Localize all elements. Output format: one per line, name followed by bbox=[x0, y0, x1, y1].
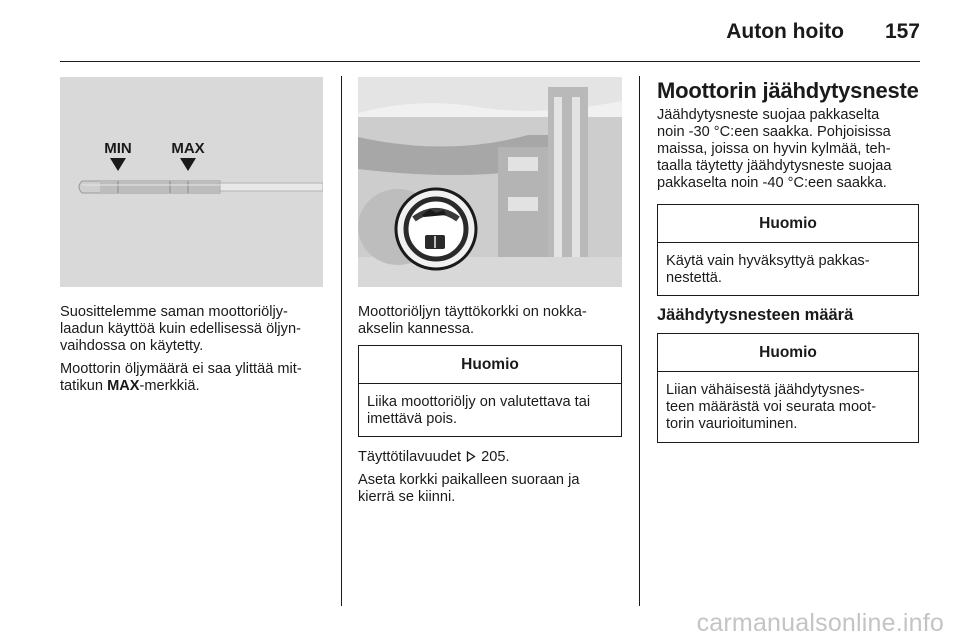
page-header bbox=[60, 0, 920, 62]
antifreeze-notice-box bbox=[657, 204, 919, 296]
coolant-level-heading: Jäähdytysnesteen määrä bbox=[657, 306, 854, 324]
min-label: MIN bbox=[104, 140, 132, 157]
coolant-intro: Jäähdytysneste suojaa pakkaselta noin -30 °C:een saakka. Pohjoisissa maissa, joissa on hyvin kylmää, teh- taalla täytetty jäähdytysneste suojaa pakkaselta noin -40 °C:een saakka. bbox=[657, 107, 892, 191]
engine-illustration bbox=[358, 77, 622, 287]
notice-title: Huomio bbox=[658, 205, 918, 243]
page-number: 157 bbox=[884, 20, 920, 43]
oil-notice-box bbox=[358, 345, 622, 437]
dipstick-icon bbox=[79, 181, 323, 193]
watermark: carmanualsonline.info bbox=[696, 609, 944, 637]
max-marker-icon bbox=[180, 158, 196, 171]
notice-title: Huomio bbox=[359, 346, 621, 384]
column-divider bbox=[639, 76, 640, 606]
triangle-right-outline-icon[interactable] bbox=[466, 451, 476, 462]
min-marker-icon bbox=[110, 158, 126, 171]
max-mark-label: MAX bbox=[107, 378, 140, 394]
coolant-heading: Moottorin jäähdytysneste bbox=[657, 78, 919, 103]
capacity-text: Täyttötilavuudet 205. Aseta korkki paikalleen suoraan ja kierrä se kiinni. bbox=[358, 449, 628, 512]
notice-body: Käytä vain hyväksyttyä pakkas- nestettä. bbox=[666, 253, 870, 286]
filler-cap-caption: Moottoriöljyn täyttökorkki on nokka- akselin kannessa. bbox=[358, 304, 587, 337]
paragraph: Aseta korkki paikalleen suoraan ja kierrä se kiinni. bbox=[358, 472, 580, 505]
oil-filler-cap-icon bbox=[396, 189, 476, 269]
notice-body: Liian vähäisestä jäähdytysnes- teen määrästä voi seurata moot- torin vaurioituminen. bbox=[666, 382, 877, 432]
max-label: MAX bbox=[171, 140, 205, 157]
notice-title: Huomio bbox=[658, 334, 918, 372]
oil-filler-cap-figure bbox=[358, 77, 622, 287]
section-title: Auton hoito bbox=[726, 20, 844, 43]
paragraph: Moottorin öljymäärä ei saa ylittää mit- tatikun MAX-merkkiä. bbox=[60, 361, 302, 394]
dipstick-illustration bbox=[60, 77, 323, 287]
coolant-level-notice-box bbox=[657, 333, 919, 443]
paragraph: Suosittelemme saman moottoriöljy- laadun käyttöä kuin edellisessä öljyn- vaihdossa on käytetty. bbox=[60, 304, 301, 354]
dipstick-figure bbox=[60, 77, 323, 287]
page-reference-link[interactable]: 205. bbox=[481, 449, 510, 465]
notice-body: Liika moottoriöljy on valutettava tai imettävä pois. bbox=[367, 394, 591, 427]
oil-quality-text bbox=[60, 304, 330, 401]
column-divider bbox=[341, 76, 342, 606]
